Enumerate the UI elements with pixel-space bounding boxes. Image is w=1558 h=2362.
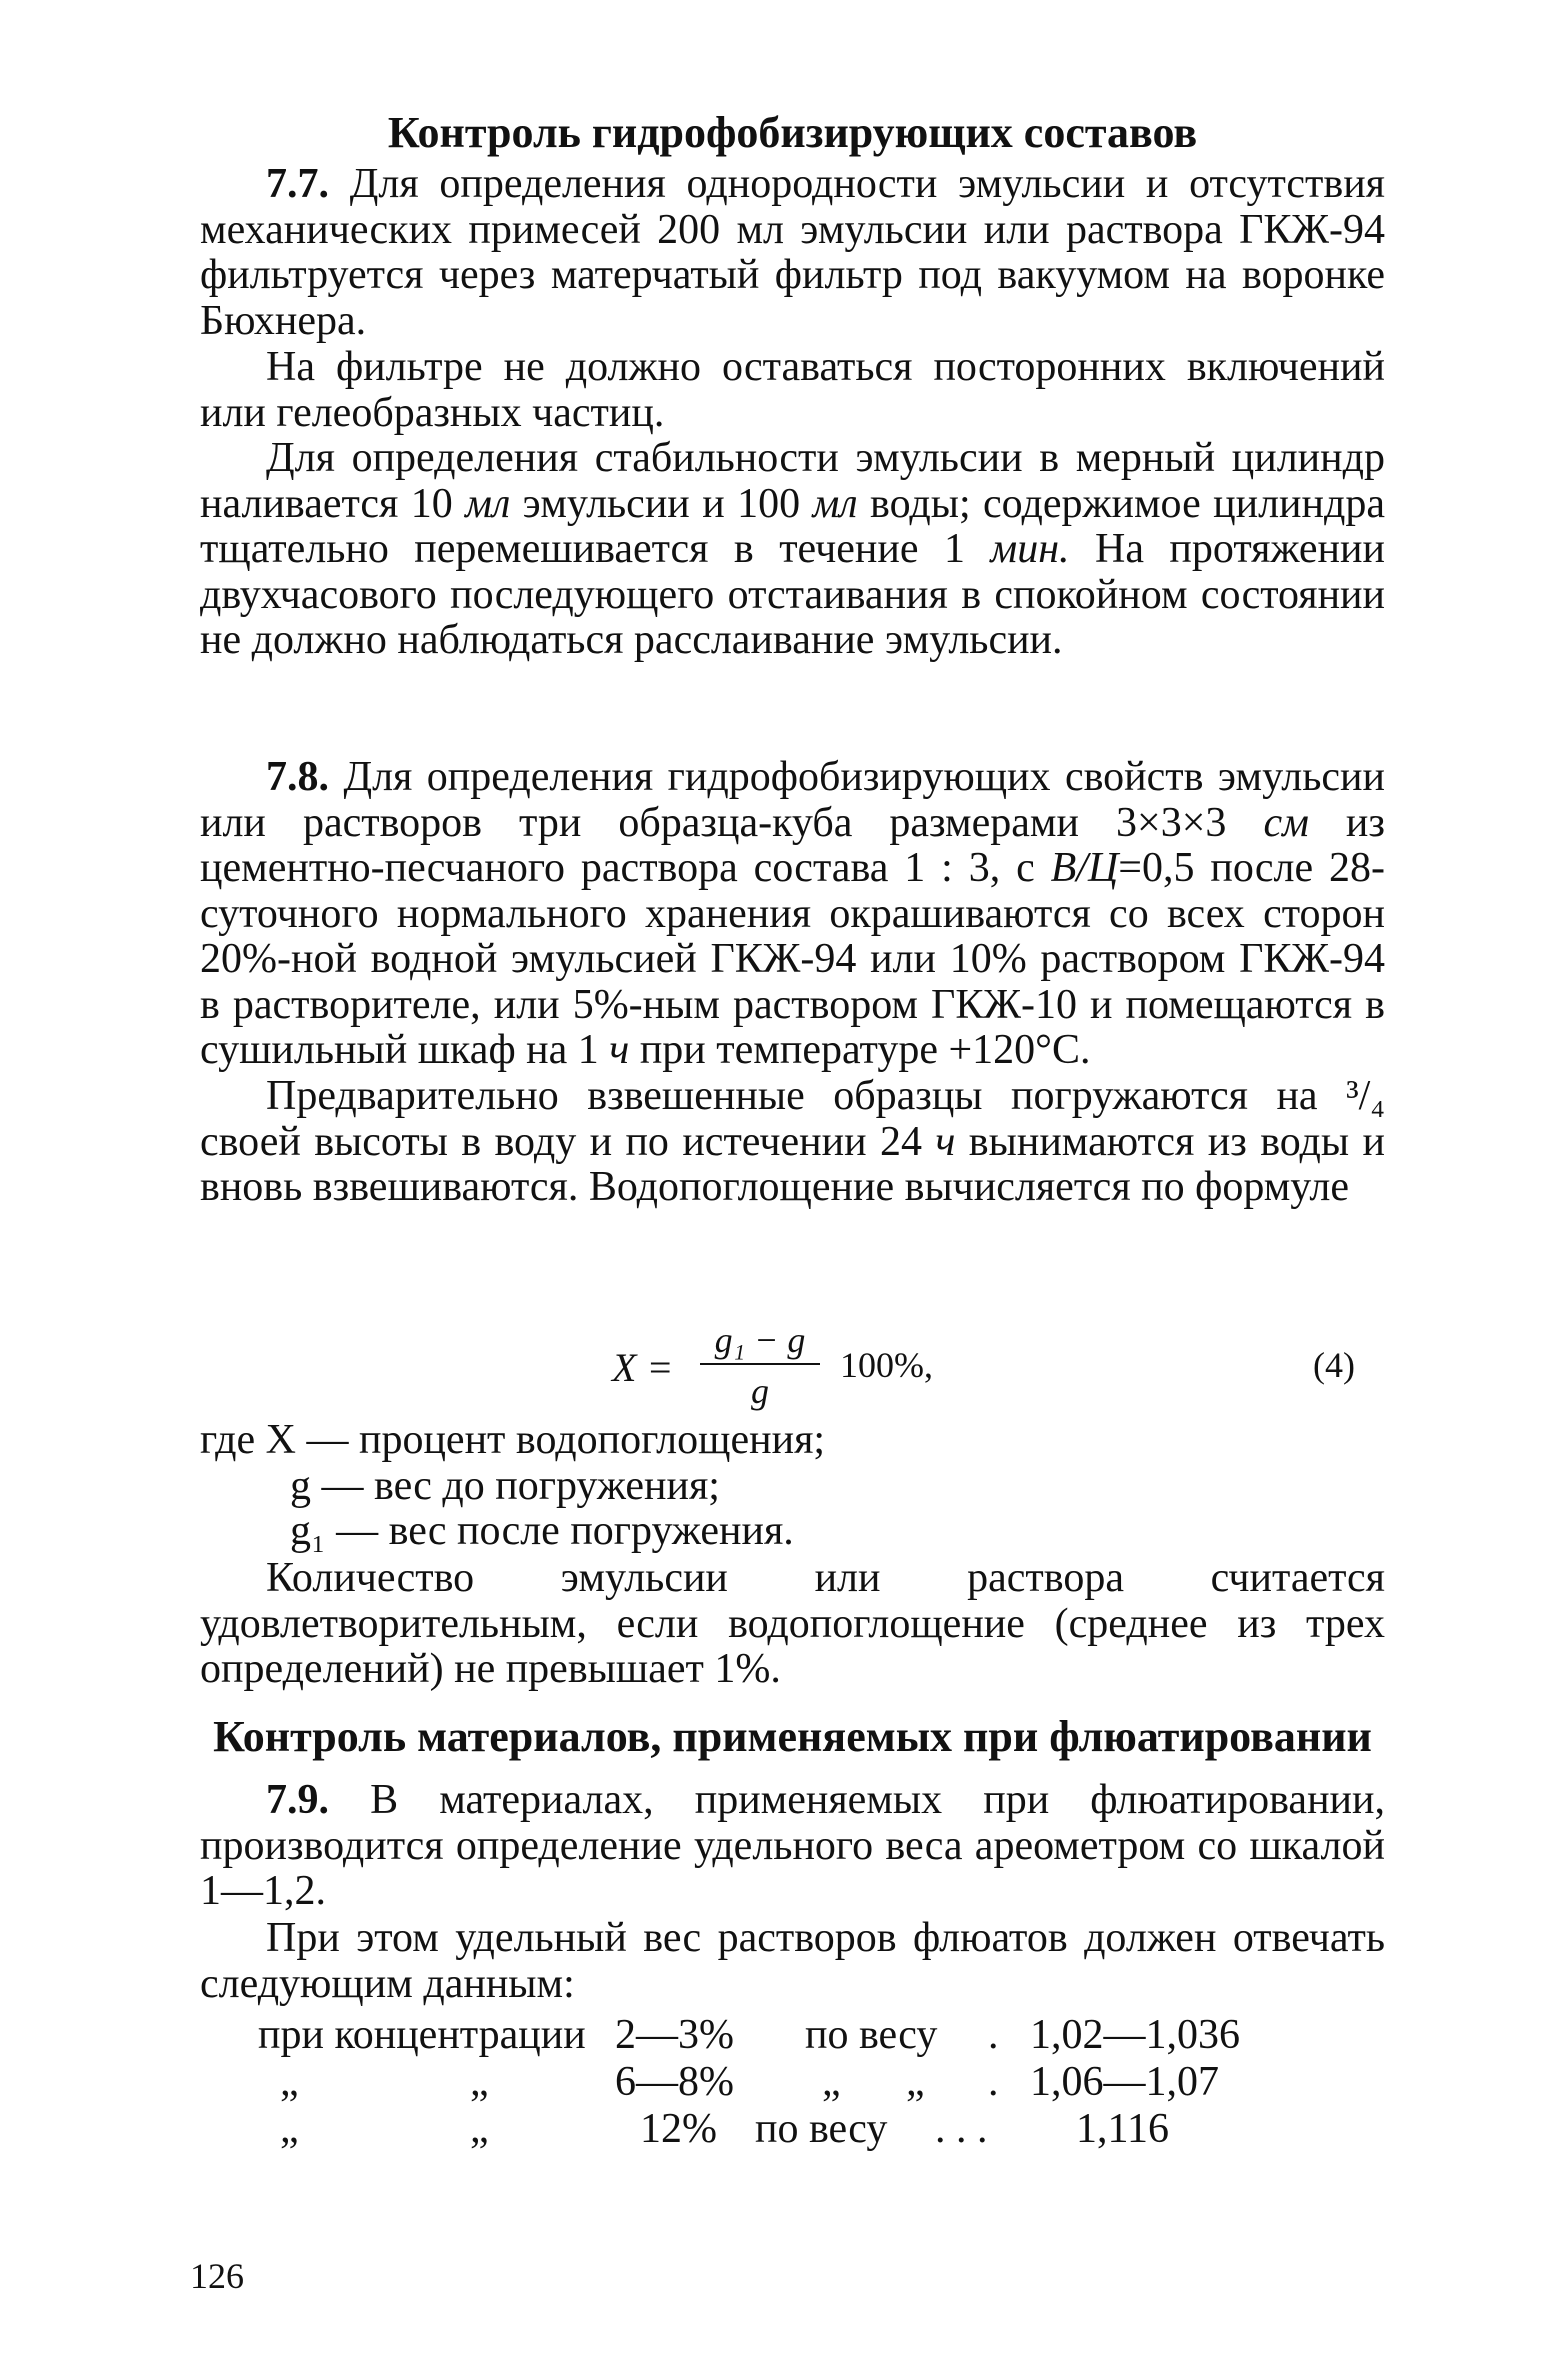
- text-run: из цементно-песчаного раствора состава 1 : 3, с: [200, 799, 1386, 891]
- cell-dots: .: [988, 2059, 999, 2105]
- cell-concentration-label: при концентрации: [258, 2012, 586, 2058]
- cell-density: 1,116: [1076, 2106, 1169, 2152]
- clause-number: 7.8.: [266, 754, 329, 800]
- paragraph-text: Для определения однородности эмульсии и отсутствия механических примесей 200 мл эмульсии или раствора ГКЖ-94 фильтруется через матерчатый фильтр под вакуумом на воронке Бюхнера.: [200, 161, 1385, 344]
- fraction-bar: [700, 1363, 820, 1365]
- text-run: своей высоты в воду и по истечении 24: [200, 1118, 936, 1165]
- text-run: Для определения гидрофобизирующих свойств эмульсии или растворов три образца-куба размерами 3×3×3: [200, 754, 1385, 846]
- legend-g: g — вес до погружения;: [290, 1462, 720, 1509]
- paragraph-7-9: [200, 1778, 1385, 1915]
- clause-number: 7.7.: [266, 161, 329, 207]
- cell-ditto: „: [280, 2059, 299, 2105]
- cell-dots: . . .: [935, 2106, 988, 2152]
- paragraph-stability: [200, 436, 1385, 664]
- fraction-three-quarters: ³/₄: [1346, 1073, 1385, 1119]
- paragraph-7-7: [200, 162, 1385, 344]
- formula-4: [200, 1320, 1385, 1430]
- unit-hour: ч: [935, 1118, 956, 1165]
- formula-fraction: [700, 1320, 820, 1411]
- cell-percent: 6—8%: [615, 2059, 734, 2105]
- table-row: [200, 2106, 1385, 2153]
- paragraph-filter: На фильтре не должно оставаться посторонних включений или гелеобразных частиц.: [200, 344, 1385, 436]
- paragraph-preweighed: [200, 1074, 1385, 1211]
- text-run: эмульсии и 100: [510, 480, 813, 527]
- text-run: =0,5 после 28-суточного нормального хранения окрашиваются со всех сторон 20%-ной водной эмульсией ГКЖ-94 или 10% раствором ГКЖ-94 в растворителе, или 5%-ным раствором ГКЖ-10 и помещаются в сушильный шкаф на 1: [200, 845, 1385, 1073]
- unit-hour: ч: [609, 1027, 630, 1073]
- cell-percent: 12%: [640, 2106, 717, 2152]
- cell-ditto: „: [470, 2059, 489, 2105]
- section-heading-hydrophobic: Контроль гидрофобизирующих составов: [387, 108, 1198, 157]
- section-heading-fluate: Контроль материалов, применяемых при флюатировании: [213, 1712, 1372, 1761]
- cell-ditto: „: [280, 2106, 299, 2152]
- unit-ml: мл: [465, 480, 511, 527]
- cell-percent: 2—3%: [615, 2012, 734, 2058]
- unit-cm: см: [1263, 799, 1309, 846]
- unit-ml: мл: [812, 480, 858, 527]
- text-run: На протяжении двухчасового последующего отстаивания в спокойном состоянии не должно наблюдаться расслаивание эмульсии.: [200, 526, 1385, 663]
- formula-percent: 100%,: [840, 1345, 933, 1385]
- formula-denominator: g: [751, 1371, 769, 1411]
- concentration-table: [200, 2012, 1385, 2153]
- cell-by-weight: по весу: [755, 2106, 888, 2152]
- cell-dots: .: [988, 2012, 999, 2058]
- text-run: Для определения стабильности эмульсии в мерный цилиндр наливается 10: [200, 435, 1385, 527]
- unit-min: мин.: [990, 526, 1070, 572]
- paragraph-text: В материалах, применяемых при флюатировании, производится определение удельного веса ареометром со шкалой 1—1,2.: [200, 1777, 1385, 1914]
- formula-number: (4): [1313, 1345, 1355, 1385]
- cell-ditto: „: [822, 2059, 841, 2105]
- cell-ditto: „: [470, 2106, 489, 2152]
- cell-density: 1,06—1,07: [1030, 2059, 1219, 2105]
- legend-x: где X — процент водопоглощения;: [200, 1417, 826, 1463]
- ratio-wc: В/Ц: [1050, 845, 1119, 891]
- formula-numerator: g₁ − g: [714, 1320, 806, 1360]
- paragraph-quantity: Количество эмульсии или раствора считается удовлетворительным, если водопоглощение (среднее из трех определений) не превышает 1%.: [200, 1555, 1385, 1692]
- cell-by-weight: по весу: [805, 2012, 938, 2058]
- cell-density: 1,02—1,036: [1030, 2012, 1240, 2058]
- table-row: [200, 2059, 1385, 2106]
- text-run: воды; содержимое цилиндра тщательно перемешивается в течение 1: [200, 480, 1386, 572]
- clause-number: 7.9.: [266, 1777, 329, 1823]
- table-row: [200, 2012, 1385, 2059]
- page-number: 126: [190, 2256, 244, 2296]
- text-run: при температуре +120°С.: [629, 1027, 1091, 1073]
- formula-legend: [200, 1418, 1385, 1555]
- cell-ditto: „: [906, 2059, 925, 2105]
- paragraph-specific-weight: При этом удельный вес растворов флюатов должен отвечать следующим данным:: [200, 1915, 1385, 2007]
- text-run: Предварительно взвешенные образцы погружаются на: [266, 1073, 1347, 1119]
- paragraph-7-8: [200, 755, 1385, 1074]
- formula-lhs: X =: [612, 1345, 674, 1390]
- legend-g1: g₁ — вес после погружения.: [290, 1508, 794, 1554]
- text-run: вынимаются из воды и вновь взвешиваются. Водопоглощение вычисляется по формуле: [200, 1118, 1385, 1210]
